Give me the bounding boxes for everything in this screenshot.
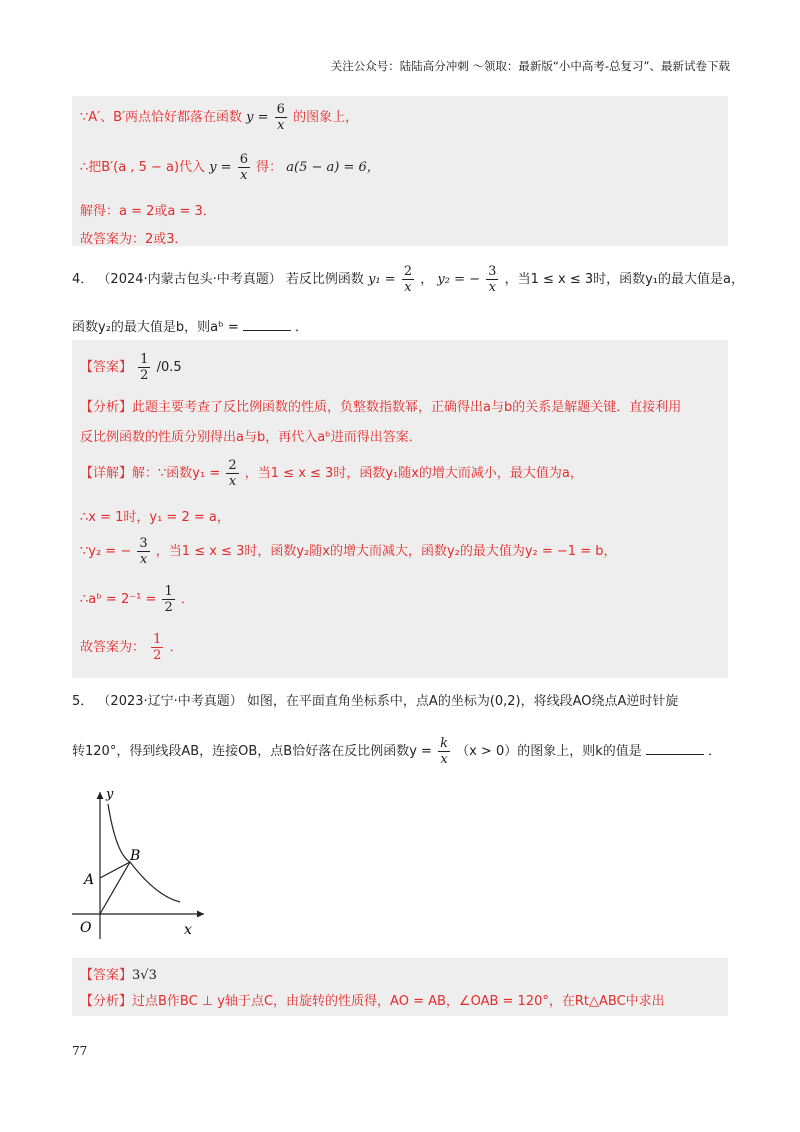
q4-comma: ， bbox=[420, 272, 434, 287]
answer-blank[interactable] bbox=[243, 318, 291, 331]
detail-l1-pre: 解：∵函数y₁ = bbox=[132, 466, 221, 481]
analysis-tag: 【分析】 bbox=[80, 994, 133, 1009]
q5-line2-end: ． bbox=[708, 744, 722, 759]
question-4-line-1 bbox=[72, 264, 744, 295]
question-text: 如图，在平面直角坐标系中，点A的坐标为(0,2)，将线段AO绕点A逆时针旋 bbox=[246, 694, 679, 709]
panel2-detail-line-3 bbox=[80, 536, 617, 567]
detail-l3-post: ，当1 ≤ x ≤ 3时，函数y₂随x的增大而减大，函数y₂的最大值为y₂ = −1 = b， bbox=[155, 544, 617, 559]
q4-text-c: ，当1 ≤ x ≤ 3时，函数y₁的最大值是a， bbox=[504, 272, 744, 287]
final-fraction bbox=[151, 632, 163, 663]
fraction-denominator: 2 bbox=[164, 600, 173, 615]
page-header: 关注公众号：陆陆高分冲刺 〜领取：最新版“小中高考-总复习”、最新试卷下载 bbox=[330, 59, 730, 73]
question-source: （2023·辽宁·中考真题） bbox=[97, 694, 243, 709]
fraction-numerator: 6 bbox=[276, 102, 285, 117]
label-o: O bbox=[80, 920, 92, 936]
label-x: x bbox=[184, 922, 192, 938]
panel2-final bbox=[80, 632, 183, 663]
panel1-l2-pre: ∴把B′(a , 5 − a)代入 bbox=[80, 160, 206, 175]
panel2-answer bbox=[80, 352, 182, 383]
fraction-numerator: 2 bbox=[228, 458, 237, 473]
page-number: 77 bbox=[72, 1044, 88, 1058]
panel1-l2-eq: y = bbox=[209, 160, 232, 175]
detail-l1-fraction bbox=[226, 458, 238, 489]
panel1-line-1 bbox=[80, 102, 358, 133]
detail-l3-fraction bbox=[137, 536, 149, 567]
detail-tag: 【详解】 bbox=[80, 466, 133, 481]
detail-l4-fraction bbox=[162, 584, 174, 615]
fraction-denominator: x bbox=[139, 552, 148, 567]
question-5-line-1 bbox=[72, 690, 678, 709]
answer-tag: 【答案】 bbox=[80, 968, 133, 983]
panel2-detail-line-1 bbox=[80, 458, 583, 489]
panel1-l2-post: a(5 − a) = 6， bbox=[286, 160, 380, 175]
q4-y1: y₁ = bbox=[368, 272, 396, 287]
panel1-line-2 bbox=[80, 152, 380, 183]
q4-y2: y₂ = − bbox=[437, 272, 480, 287]
detail-l4-post: ． bbox=[180, 592, 194, 607]
panel1-l1-post: 的图象上， bbox=[293, 110, 359, 125]
question-text: 若反比例函数 bbox=[285, 272, 364, 287]
detail-l4-pre: ∴aᵇ = 2⁻¹ = bbox=[80, 592, 157, 607]
final-pre: 故答案为： bbox=[80, 640, 146, 655]
panel1-l1-pre: ∵A′、B′两点恰好都落在函数 bbox=[80, 110, 242, 125]
panel2-detail-line-4 bbox=[80, 584, 194, 615]
question-number: 4． bbox=[72, 272, 94, 287]
panel2-analysis-line-2: 反比例函数的性质分别得出a与b，再代入aᵇ进而得出答案． bbox=[80, 430, 422, 445]
analysis-text: 过点B作BC ⊥ y轴于点C，由旋转的性质得，AO = AB，∠OAB = 120°，在Rt△ABC中求出 bbox=[132, 994, 665, 1009]
q4-y1-fraction bbox=[402, 264, 414, 295]
solution-panel-2 bbox=[72, 340, 728, 678]
fraction-denominator: x bbox=[488, 280, 496, 295]
panel2-detail-line-2: ∴x = 1时，y₁ = 2 = a， bbox=[80, 510, 230, 525]
q5-line2-post: （x > 0）的图象上，则k的值是 bbox=[456, 744, 642, 759]
fraction-numerator: 3 bbox=[139, 536, 148, 551]
panel1-l1-fraction bbox=[275, 102, 287, 133]
detail-l1-post: ，当1 ≤ x ≤ 3时，函数y₁随x的增大而减小，最大值为a， bbox=[244, 466, 583, 481]
question-number: 5． bbox=[72, 694, 94, 709]
fraction-numerator: 6 bbox=[239, 152, 248, 167]
fraction-numerator: 1 bbox=[140, 352, 149, 367]
answer-blank[interactable] bbox=[646, 742, 704, 755]
q4-line2-end: ． bbox=[295, 320, 309, 335]
question-5-line-2 bbox=[72, 736, 721, 767]
fraction-numerator: 2 bbox=[403, 264, 413, 279]
fraction-numerator: 1 bbox=[153, 632, 162, 647]
fraction-denominator: x bbox=[440, 752, 448, 767]
answer-alt: /0.5 bbox=[156, 360, 182, 375]
fraction-denominator: 2 bbox=[140, 368, 149, 383]
panel1-l2-fraction bbox=[238, 152, 250, 183]
solution-panel-3 bbox=[72, 958, 728, 1016]
fraction-denominator: x bbox=[228, 474, 237, 489]
answer-value: 3√3 bbox=[132, 968, 157, 983]
panel1-l1-eq: y = bbox=[246, 110, 269, 125]
fraction-denominator: x bbox=[277, 118, 285, 133]
coordinate-figure bbox=[72, 784, 222, 944]
panel1-l2-mid: 得： bbox=[256, 160, 283, 175]
panel1-line-4: 故答案为：2或3． bbox=[80, 232, 188, 247]
fraction-denominator: x bbox=[240, 168, 248, 183]
fraction-numerator: 1 bbox=[164, 584, 173, 599]
analysis-tag: 【分析】 bbox=[80, 400, 133, 415]
label-y: y bbox=[106, 787, 114, 802]
q4-line2-text: 函数y₂的最大值是b，则aᵇ = bbox=[72, 320, 239, 335]
question-4-line-2 bbox=[72, 316, 308, 335]
final-post: ． bbox=[169, 640, 183, 655]
answer-tag: 【答案】 bbox=[80, 360, 133, 375]
fraction-numerator: 3 bbox=[488, 264, 497, 279]
solution-panel-1 bbox=[72, 96, 728, 246]
fraction-denominator: 2 bbox=[153, 648, 162, 663]
panel3-answer bbox=[80, 964, 157, 983]
analysis-text: 此题主要考查了反比例函数的性质，负整数指数幂，正确得出a与b的关系是解题关键．直接利用 bbox=[132, 400, 682, 415]
panel2-analysis-line-1 bbox=[80, 396, 681, 415]
panel3-analysis bbox=[80, 990, 665, 1009]
fraction-denominator: x bbox=[404, 280, 412, 295]
fraction-numerator: k bbox=[440, 736, 448, 751]
label-b: B bbox=[130, 848, 141, 864]
question-source: （2024·内蒙古包头·中考真题） bbox=[97, 272, 282, 287]
hyperbola-curve bbox=[108, 804, 180, 902]
q5-k-fraction bbox=[438, 736, 450, 767]
panel1-line-3: 解得：a = 2或a = 3． bbox=[80, 204, 216, 219]
label-a: A bbox=[84, 872, 95, 888]
q4-y2-fraction bbox=[486, 264, 498, 295]
q5-line2-pre: 转120°，得到线段AB，连接OB，点B恰好落在反比例函数y = bbox=[72, 744, 432, 759]
answer-fraction bbox=[138, 352, 150, 383]
detail-l3-pre: ∵y₂ = − bbox=[80, 544, 132, 559]
